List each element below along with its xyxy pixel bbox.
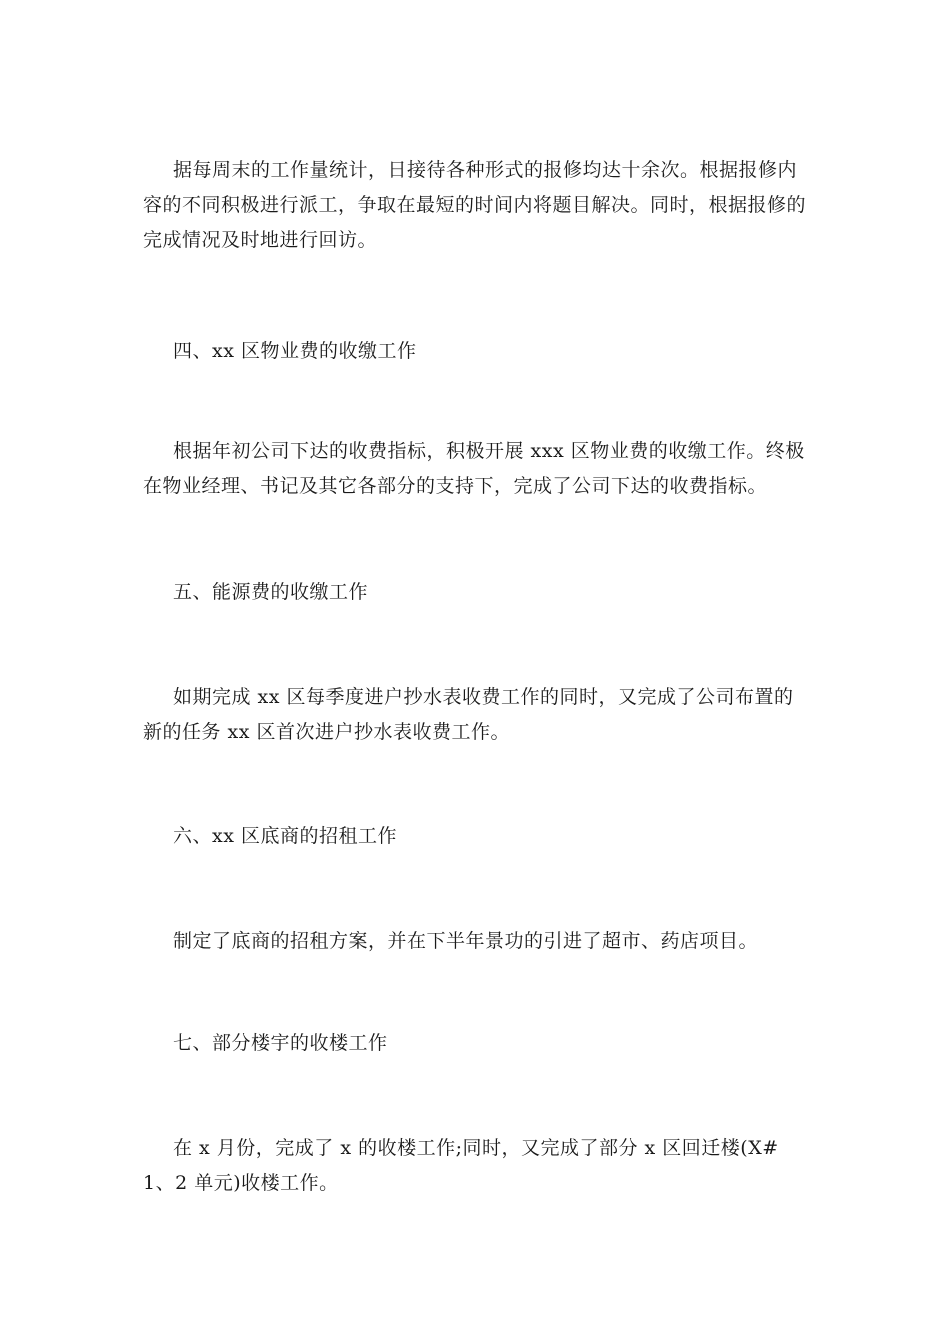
paragraph-building-handover: 在 x 月份，完成了 x 的收楼工作;同时，又完成了部分 x 区回迁楼(X# 1、2 单元)收楼工作。 (143, 1137, 779, 1194)
paragraph-repair-stats: 据每周末的工作量统计，日接待各种形式的报修均达十余次。根据报修内容的不同积极进行派工，争取在最短的时间内将题目解决。同时，根据报修的完成情况及时地进行回访。 (143, 159, 807, 251)
section-heading-energy-fee: 五、能源费的收缴工作 (173, 581, 369, 603)
section-heading-property-fee: 四、xx 区物业费的收缴工作 (173, 340, 417, 362)
paragraph-property-fee: 根据年初公司下达的收费指标，积极开展 xxx 区物业费的收缴工作。终极在物业经理、书记及其它各部分的支持下，完成了公司下达的收费指标。 (143, 440, 805, 497)
section-heading-shop-rental: 六、xx 区底商的招租工作 (173, 825, 397, 847)
section-heading-building-handover: 七、部分楼宇的收楼工作 (173, 1032, 388, 1054)
paragraph-shop-rental: 制定了底商的招租方案，并在下半年景功的引进了超市、药店项目。 (173, 930, 759, 952)
paragraph-energy-fee: 如期完成 xx 区每季度进户抄水表收费工作的同时，又完成了公司布置的新的任务 xx 区首次进户抄水表收费工作。 (143, 686, 794, 743)
